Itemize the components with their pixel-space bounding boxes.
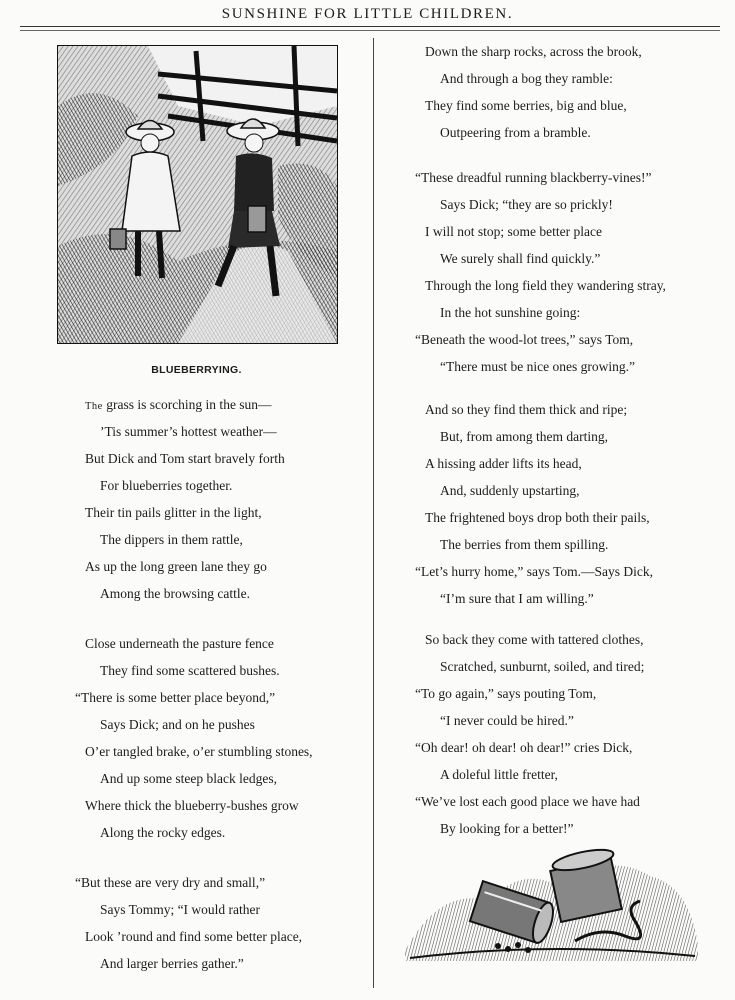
poem-line: As up the long green lane they go	[85, 559, 267, 574]
poem-line: The frightened boys drop both their pails,	[425, 510, 650, 525]
poem-line: A doleful little fretter,	[440, 767, 558, 782]
poem-line	[85, 397, 272, 415]
poem-opening-word: The	[85, 401, 103, 412]
poem-line: Through the long field they wandering stray,	[425, 278, 666, 293]
poem-line: “Let’s hurry home,” says Tom.—Says Dick,	[415, 564, 654, 579]
poem-line: “There must be nice ones growing.”	[440, 359, 635, 374]
poem-line: “But these are very dry and small,”	[75, 875, 266, 890]
poem-line: Where thick the blueberry-bushes grow	[85, 798, 299, 813]
poem-line-text: grass is scorching in the sun—	[102, 397, 272, 412]
poem-line: Their tin pails glitter in the light,	[85, 505, 262, 520]
poem-line: But, from among them darting,	[440, 429, 608, 444]
poem-line: For blueberries together.	[100, 478, 233, 493]
poem-line: The berries from them spilling.	[440, 537, 609, 552]
poem-line: Close underneath the pasture fence	[85, 636, 274, 651]
poem-line: “I’m sure that I am willing.”	[440, 591, 594, 606]
poem-line: We surely shall find quickly.”	[440, 251, 601, 266]
poem-line: Says Tommy; “I would rather	[100, 902, 261, 917]
poem-line: In the hot sunshine going:	[440, 305, 581, 320]
page-header-title: SUNSHINE FOR LITTLE CHILDREN.	[221, 6, 514, 22]
poem-line: “These dreadful running blackberry-vines!”	[415, 170, 652, 185]
column-divider	[373, 38, 374, 988]
poem-line: But Dick and Tom start bravely forth	[85, 451, 285, 466]
header-rule-thin	[20, 30, 720, 31]
poem-line: “To go again,” says pouting Tom,	[415, 686, 597, 701]
poem-line: And through a bog they ramble:	[440, 71, 613, 86]
poem-line: “There is some better place beyond,”	[75, 690, 276, 705]
poem-line: The dippers in them rattle,	[100, 532, 243, 547]
poem-line: ’Tis summer’s hottest weather—	[100, 424, 277, 439]
poem-line: By looking for a better!”	[440, 821, 574, 836]
poem-line: “Oh dear! oh dear! oh dear!” cries Dick,	[415, 740, 633, 755]
poem-line: Down the sharp rocks, across the brook,	[425, 44, 642, 59]
poem-line: Scratched, sunburnt, soiled, and tired;	[440, 659, 645, 674]
poem-line: They find some berries, big and blue,	[425, 98, 627, 113]
poem-line: “Beneath the wood-lot trees,” says Tom,	[415, 332, 634, 347]
poem-line: Says Dick; and on he pushes	[100, 717, 255, 732]
poem-line: “We’ve lost each good place we have had	[415, 794, 640, 809]
poem-line: They find some scattered bushes.	[100, 663, 280, 678]
poem-line: And so they find them thick and ripe;	[425, 402, 628, 417]
poem-line: And larger berries gather.”	[100, 956, 244, 971]
poem-line: O’er tangled brake, o’er stumbling stones,	[85, 744, 313, 759]
poem-line: A hissing adder lifts its head,	[425, 456, 582, 471]
poem-line: So back they come with tattered clothes,	[425, 632, 644, 647]
poem-line: Look ’round and find some better place,	[85, 929, 303, 944]
poem-title: BLUEBERRYING.	[151, 364, 242, 376]
poem-line: And up some steep black ledges,	[100, 771, 277, 786]
poem-line: Outpeering from a bramble.	[440, 125, 591, 140]
poem-line: Along the rocky edges.	[100, 825, 226, 840]
poem-line: Among the browsing cattle.	[100, 586, 250, 601]
poem-line: And, suddenly upstarting,	[440, 483, 580, 498]
poem-line: “I never could be hired.”	[440, 713, 574, 728]
poem-line: Says Dick; “they are so prickly!	[440, 197, 613, 212]
children-engraving-illustration	[57, 45, 338, 344]
poem-line: I will not stop; some better place	[425, 224, 602, 239]
header-rule	[20, 26, 720, 27]
dropped-pails-vignette	[400, 846, 700, 971]
